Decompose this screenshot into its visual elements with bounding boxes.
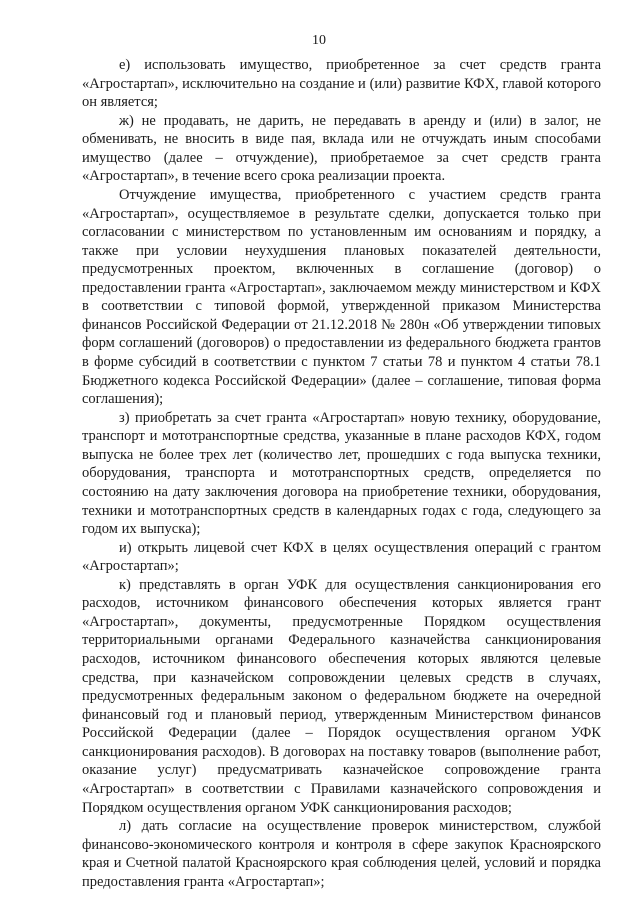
- paragraph-zh: ж) не продавать, не дарить, не передавать в аренду и (или) в залог, не обменивать, не вносить в виде пая, вклада или не отчуждать иным способами имущество (далее – отчуждение), приобретаемое за счет средств гранта «Агростартап», в течение всего срока реализации проекта.: [82, 112, 601, 185]
- paragraph-k: к) представлять в орган УФК для осуществления санкционирования его расходов, источником финансового обеспечения которых является грант «Агростартап», документы, предусмотренные Порядком осуществления территориальными органами Федерального казначейства санкционирования расходов, источником финансового обеспечения которых являются целевые средства, при казначейском сопровождении целевых средств в случаях, предусмотренных федеральным законом о федеральном бюджете на очередной финансовый год и плановый период, утвержденным Министерством финансов Российской Федерации (далее – Порядок осуществления органом УФК санкционирования расходов). В договорах на поставку товаров (выполнение работ, оказание услуг) предусматривать казначейское сопровождение гранта «Агростартап» в соответствии с Правилами казначейского сопровождения и Порядком осуществления органом УФК санкционирования расходов;: [82, 576, 601, 816]
- page-number: 10: [312, 33, 326, 48]
- paragraph-i: и) открыть лицевой счет КФХ в целях осуществления операций с грантом «Агростартап»;: [82, 539, 601, 575]
- paragraph-alienation: Отчуждение имущества, приобретенного с участием средств гранта «Агростартап», осуществляемое в результате сделки, допускается только при согласовании с министерством по установленным им основаниям и порядку, а также при условии неухудшения плановых показателей деятельности, предусмотренных проектом, включенных в соглашение (договор) о предоставлении гранта «Агростартап», заключаемом между министерством и КФХ в соответствии с типовой формой, утвержденной приказом Министерства финансов Российской Федерации от 21.12.2018 № 280н «Об утверждении типовых форм соглашений (договоров) о предоставлении из федерального бюджета грантов в форме субсидий в соответствии с пунктом 7 статьи 78 и пунктом 4 статьи 78.1 Бюджетного кодекса Российской Федерации» (далее – соглашение, типовая форма соглашения);: [82, 186, 601, 408]
- body-text: [82, 56, 601, 891]
- paragraph-z: з) приобретать за счет гранта «Агростартап» новую технику, оборудование, транспорт и мототранспортные средства, указанные в плане расходов КФХ, годом выпуска не более трех лет (количество лет, прошедших с года выпуска техники, оборудования, транспорта и мототранспортных средств, определяется по состоянию на дату заключения договора на приобретение техники, оборудования, техники и мототранспортных средств в календарных годах с года, следующего за годом их выпуска);: [82, 409, 601, 538]
- paragraph-e: е) использовать имущество, приобретенное за счет средств гранта «Агростартап», исключительно на создание и (или) развитие КФХ, главой которого он является;: [82, 57, 601, 111]
- paragraph-l: л) дать согласие на осуществление проверок министерством, службой финансово-экономического контроля и контроля в сфере закупок Красноярского края и Счетной палатой Красноярского края соблюдения целей, условий и порядка предоставления гранта «Агростартап»;: [82, 818, 601, 890]
